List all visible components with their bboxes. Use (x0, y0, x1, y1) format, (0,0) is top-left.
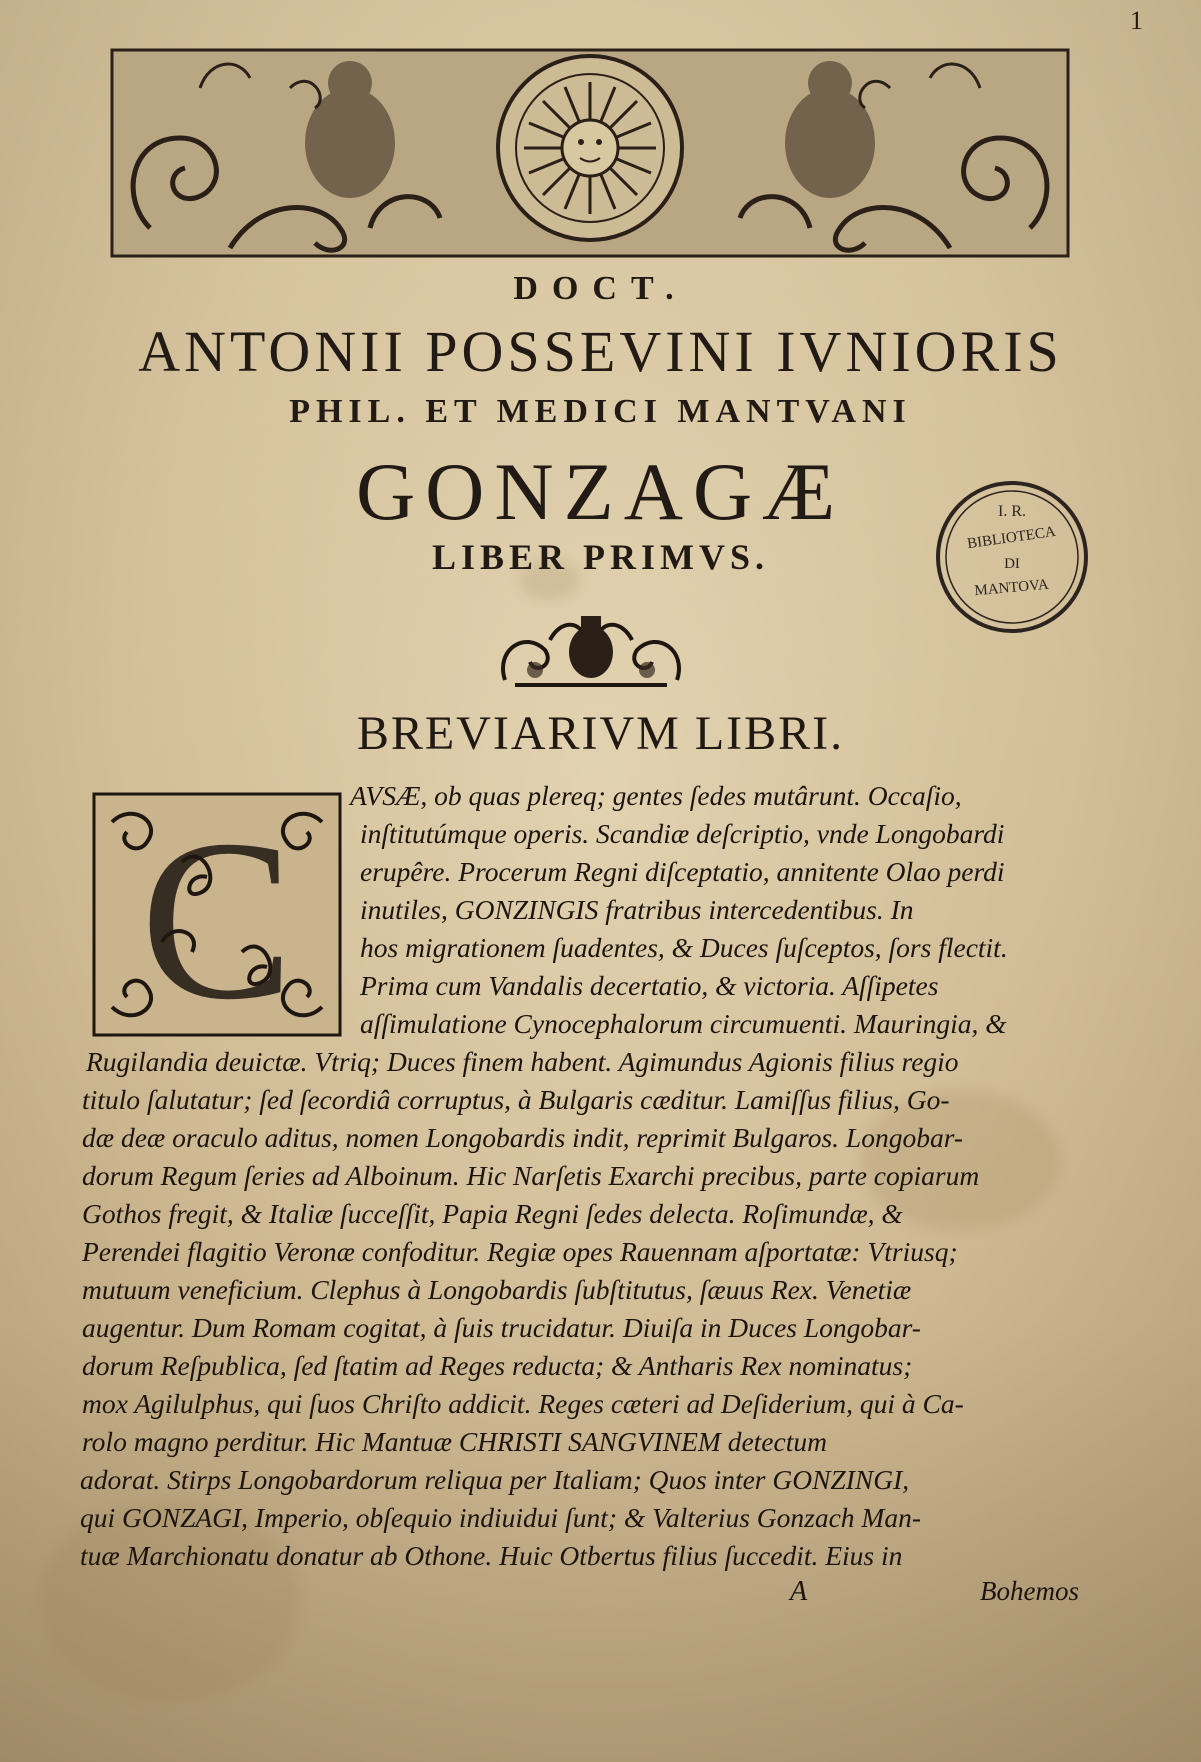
stamp-text: BIBLIOTECA (966, 523, 1057, 553)
book-part: LIBER PRIMVS. (431, 537, 770, 577)
text-line: inſtitutúmque operis. Scandiæ deſcriptio, vnde Longobardi (360, 818, 1005, 849)
drop-cap-letter: C (140, 792, 294, 1037)
signature-mark: A (790, 1576, 808, 1607)
text-line: augentur. Dum Romam cogitat, à ſuis trucidatur. Diuiſa in Duces Longobar- (82, 1312, 921, 1343)
text-line: tuæ Marchionatu donatur ab Othone. Huic Otbertus filius ſuccedit. Eius in (80, 1540, 903, 1571)
text-line: aſſimulatione Cynocephalorum circumuenti. Mauringia, & (360, 1008, 1007, 1039)
catchword: Bohemos (980, 1576, 1079, 1606)
stamp-text: DI (1004, 556, 1020, 572)
page-number: 1 (1130, 6, 1143, 35)
section-heading: BREVIARIVM LIBRI. (356, 707, 845, 760)
stamp-text: MANTOVA (973, 576, 1050, 600)
text-line: titulo ſalutatur; ſed ſecordiâ corruptus, à Bulgaris cæditur. Lamiſſus filius, Go- (82, 1084, 950, 1115)
text-line: qui GONZAGI, Imperio, obſequio indiuidui ſunt; & Valterius Gonzach Man- (80, 1502, 921, 1533)
text-line: Perendei flagitio Veronæ confoditur. Regiæ opes Rauennam aſportatæ: Vtriusq; (82, 1236, 958, 1267)
text-line: adorat. Stirps Longobardorum reliqua per Italiam; Quos inter GONZINGI, (80, 1464, 910, 1495)
text-line: dorum Reſpublica, ſed ſtatim ad Reges reducta; & Antharis Rex nominatus; (82, 1350, 913, 1381)
text-line: AVSÆ, ob quas plereq; gentes ſedes mutârunt. Occaſio, (350, 780, 962, 811)
title-prefix: DOCT. (513, 270, 688, 307)
text-line: erupêre. Procerum Regni diſceptatio, annitente Olao perdi (360, 856, 1005, 887)
book-title: GONZAGÆ (355, 446, 846, 537)
text-line: dorum Regum ſeries ad Alboinum. Hic Narſetis Exarchi precibus, parte copiarum (82, 1160, 980, 1191)
text-line: mox Agilulphus, qui ſuos Chriſto addicit. Reges cæteri ad Deſiderium, qui à Ca- (82, 1388, 964, 1419)
text-line: Rugilandia deuictæ. Vtriq; Duces finem habent. Agimundus Agionis filius regio (86, 1046, 959, 1077)
text-line: inutiles, GONZINGIS fratribus intercedentibus. In (360, 894, 914, 925)
text-line: hos migrationem ſuadentes, & Duces ſuſceptos, ſors flectit. (360, 932, 1008, 963)
text-line: mutuum veneficium. Clephus à Longobardis ſubſtitutus, ſæuus Rex. Venetiæ (82, 1274, 912, 1305)
text-line: dæ deæ oraculo aditus, nomen Longobardis indit, reprimit Bulgaros. Longobar- (82, 1122, 964, 1153)
text-line: rolo magno perditur. Hic Mantuæ CHRISTI SANGVINEM detectum (82, 1426, 827, 1457)
author-name: ANTONII POSSEVINI IVNIORIS (138, 319, 1063, 384)
stamp-text: I. R. (998, 503, 1026, 520)
author-profession: PHIL. ET MEDICI MANTVANI (289, 393, 912, 430)
text-line: Prima cum Vandalis decertatio, & victoria. Aſſipetes (360, 970, 939, 1001)
text-line: Gothos fregit, & Italiæ ſucceſſit, Papia Regni ſedes delecta. Roſimundæ, & (82, 1198, 903, 1229)
